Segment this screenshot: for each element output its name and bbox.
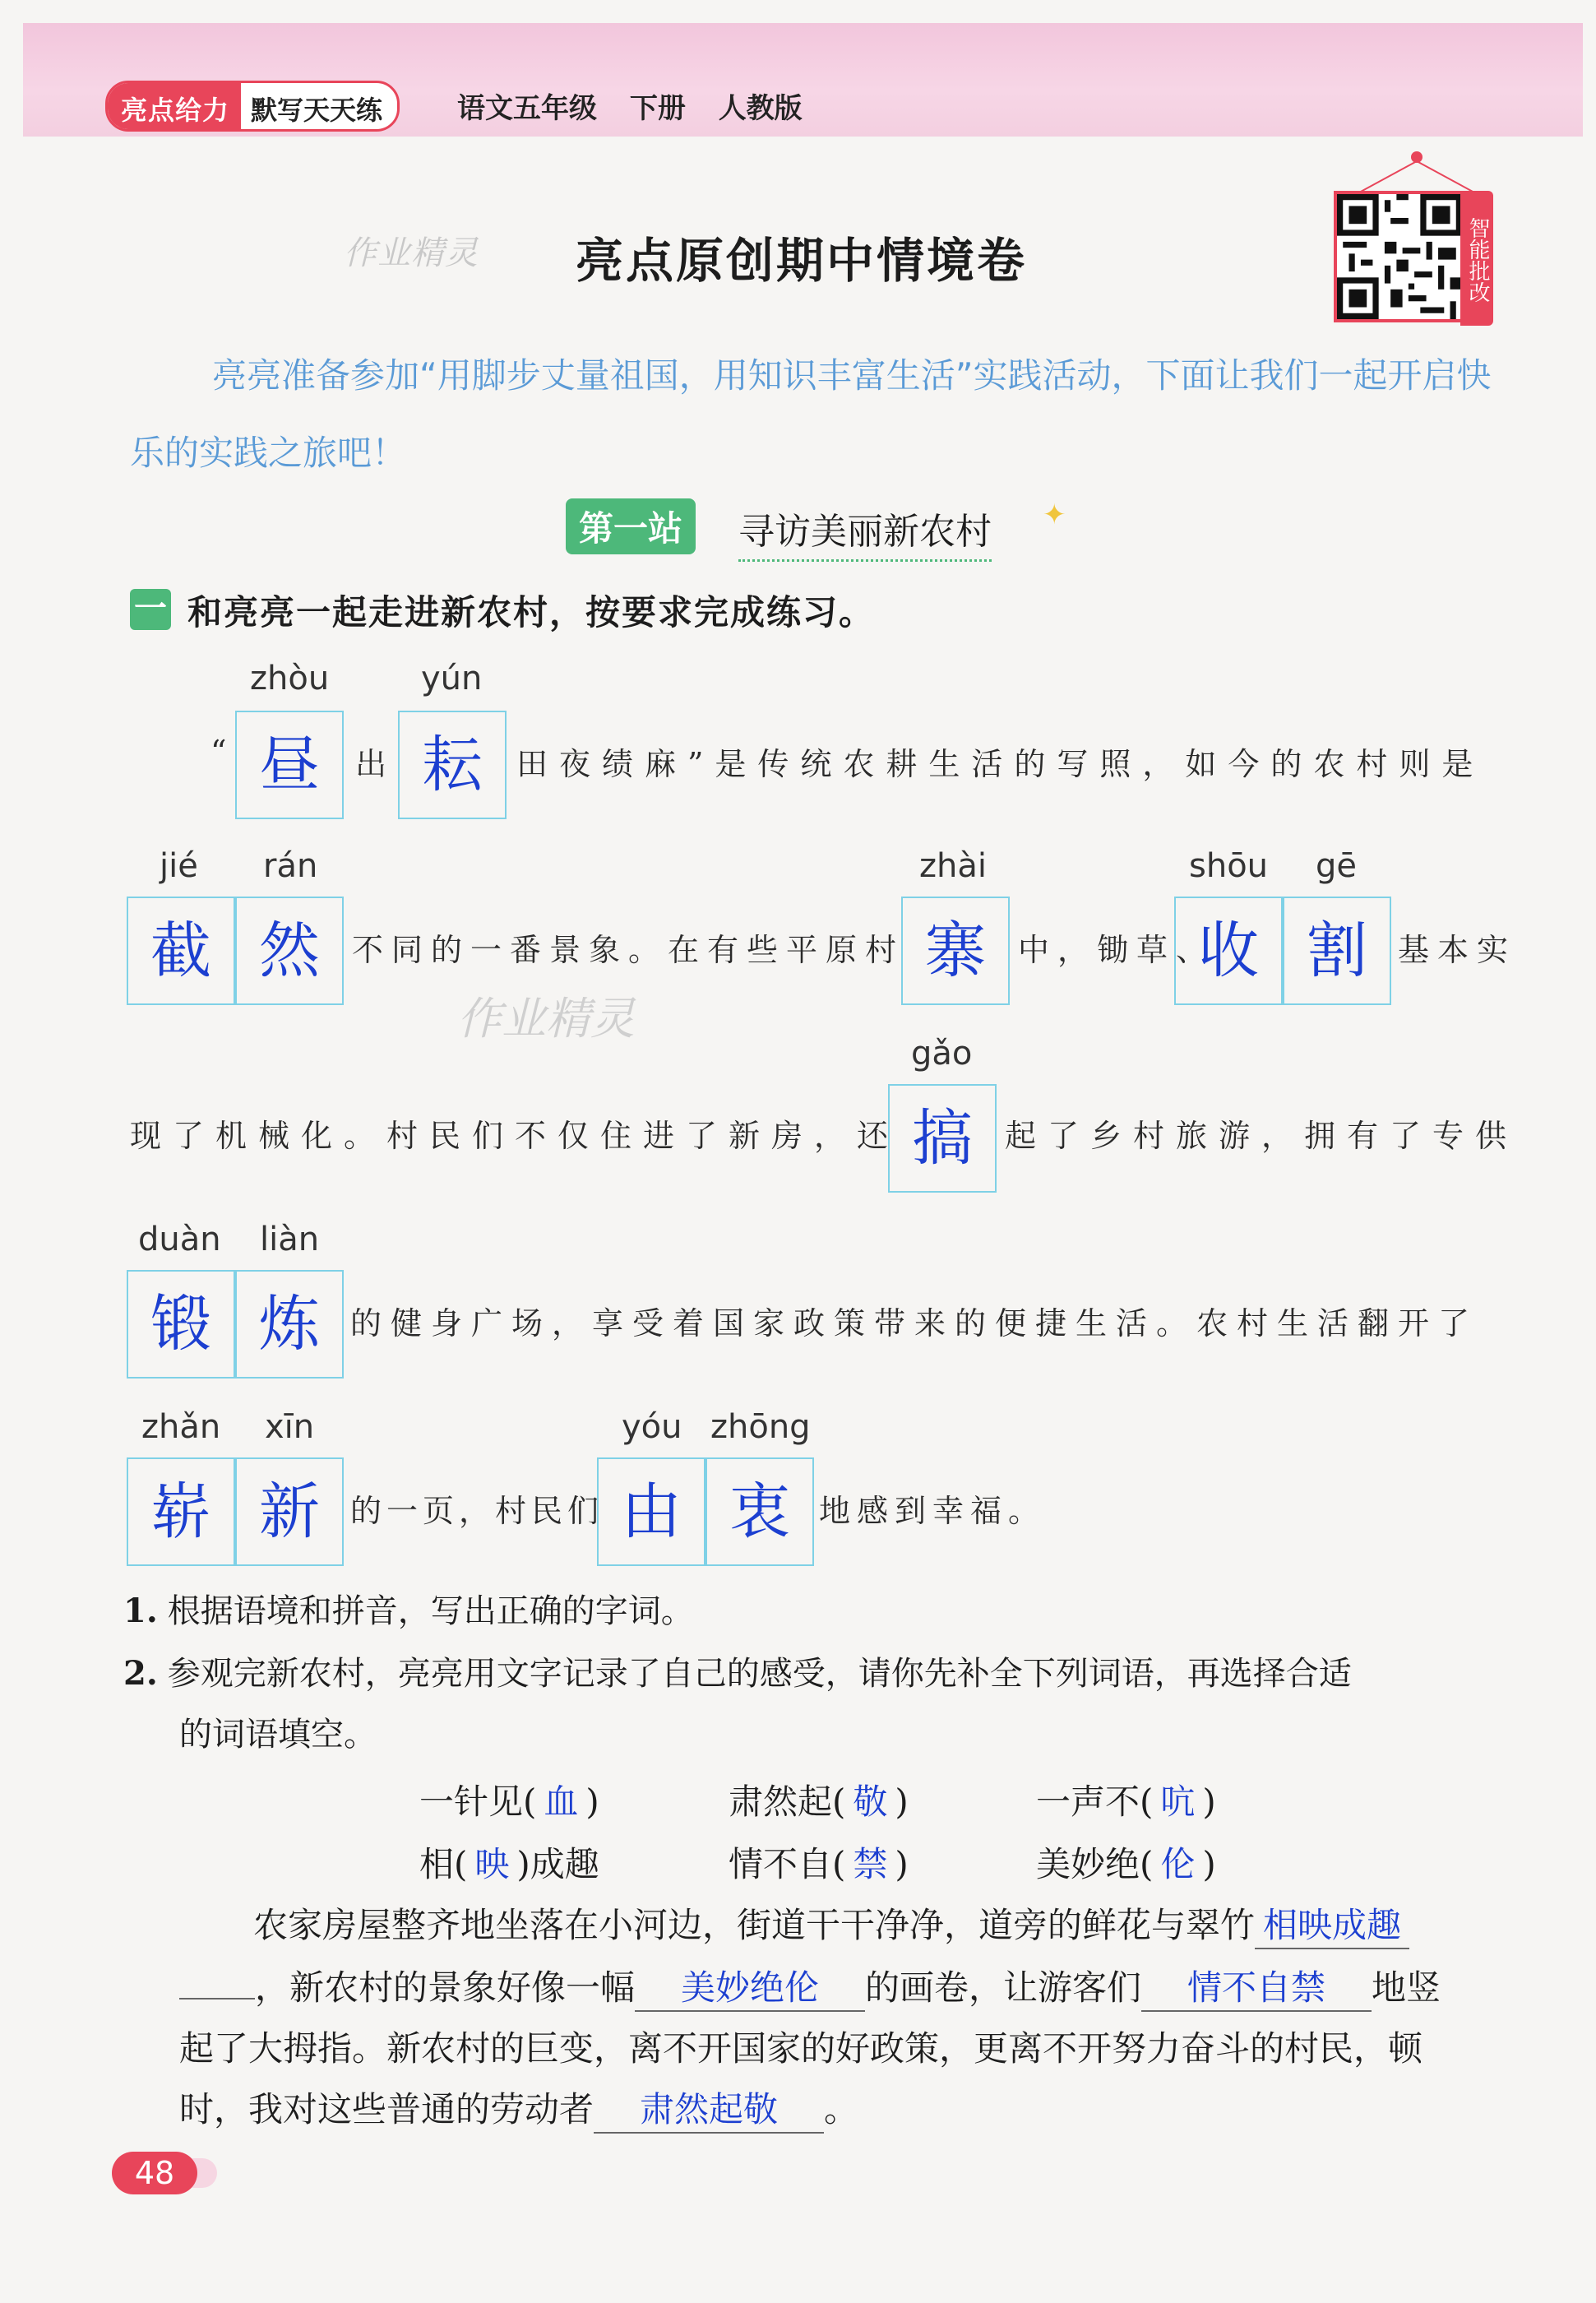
answer-box[interactable]: 昼 xyxy=(235,711,344,819)
pinyin: zhài xyxy=(919,847,987,885)
pinyin: gē xyxy=(1316,847,1357,885)
idiom-item xyxy=(729,1837,909,1887)
passage-text: 现了机械化。村民们不仅住进了新房，还 xyxy=(130,1118,900,1154)
answer-box[interactable]: 崭 xyxy=(127,1457,235,1566)
passage-text: 基本实 xyxy=(1398,932,1517,968)
qr-code-icon[interactable] xyxy=(1334,191,1465,322)
answer-box[interactable]: 耘 xyxy=(398,711,507,819)
idiom-suffix: ) xyxy=(1202,1782,1216,1822)
idiom-item xyxy=(419,1775,599,1824)
idiom-item xyxy=(1036,1837,1216,1887)
idiom-prefix: 美妙绝( xyxy=(1036,1844,1154,1884)
fill-blank[interactable]: 美妙绝伦 xyxy=(635,1961,865,2012)
fill-text: ，新农村的景象好像一幅 xyxy=(255,1967,636,2008)
fill-blank[interactable]: 情不自禁 xyxy=(1141,1961,1372,2012)
passage-text: 不同的一番景象。在有些平原村 xyxy=(352,932,905,968)
box-watermark: 作业精灵 xyxy=(457,993,635,1045)
fill-line-1 xyxy=(253,1898,1409,1949)
idiom-answer[interactable]: 映 xyxy=(474,1844,510,1884)
fill-text: 农家房屋整齐地坐落在小河边，街道干干净净，道旁的鲜花与翠竹 xyxy=(253,1905,1256,1945)
idiom-item xyxy=(419,1837,599,1887)
question-number: 1. xyxy=(123,1592,158,1630)
passage-text: 的健身广场，享受着国家政策带来的便捷生活。农村生活翻开了 xyxy=(350,1305,1479,1341)
page-number: 48 xyxy=(112,2152,197,2194)
pinyin: yóu xyxy=(622,1408,682,1446)
fill-text: 地竖 xyxy=(1372,1967,1441,2008)
passage-text: 地感到幸福。 xyxy=(819,1493,1047,1529)
fill-line-3: 起了大拇指。新农村的巨变，离不开国家的好政策，更离不开努力奋斗的村民，顿 xyxy=(179,2028,1423,2069)
answer-box[interactable]: 割 xyxy=(1283,897,1391,1005)
pinyin: yún xyxy=(421,660,483,697)
pinyin: gǎo xyxy=(911,1035,973,1073)
station-badge: 第一站 xyxy=(566,498,696,554)
question-text: 参观完新农村，亮亮用文字记录了自己的感受，请你先补全下列词语，再选择合适 xyxy=(167,1655,1352,1693)
idiom-item xyxy=(1036,1775,1216,1824)
idiom-suffix: )成趣 xyxy=(516,1844,599,1884)
idiom-answer[interactable]: 血 xyxy=(544,1782,579,1822)
question-2 xyxy=(123,1643,1513,1765)
brand-red-label: 亮点给力 xyxy=(108,83,241,129)
pinyin: jié xyxy=(160,847,198,885)
idiom-prefix: 相( xyxy=(419,1844,468,1884)
volume-label: 下册 xyxy=(629,92,686,125)
intro-text: 亮亮准备参加“用脚步丈量祖国，用知识丰富生活”实践活动，下面让我们一起开启快乐的实践之旅吧！ xyxy=(130,355,1492,473)
pinyin: zhōng xyxy=(710,1408,811,1446)
idiom-prefix: 一针见( xyxy=(419,1782,537,1822)
answer-box[interactable]: 寨 xyxy=(901,897,1010,1005)
subject-label: 语文五年级 xyxy=(457,92,597,125)
idiom-answer[interactable]: 吭 xyxy=(1160,1782,1196,1822)
idiom-prefix: 肃然起( xyxy=(729,1782,846,1822)
question-text: 的词语填空。 xyxy=(179,1716,377,1754)
pinyin: rán xyxy=(263,847,318,885)
station-title: 寻访美丽新农村 xyxy=(738,502,992,562)
idiom-prefix: 一声不( xyxy=(1036,1782,1154,1822)
idiom-prefix: 情不自( xyxy=(729,1844,846,1884)
question-number: 2. xyxy=(123,1654,158,1693)
fill-text: 时，我对这些普通的劳动者 xyxy=(179,2089,594,2129)
answer-box[interactable]: 衷 xyxy=(705,1457,814,1566)
passage-text: 中，锄草、 xyxy=(1018,932,1216,968)
publisher-label: 人教版 xyxy=(718,92,803,125)
pinyin: xīn xyxy=(265,1408,315,1446)
brand-white-label: 默写天天练 xyxy=(251,95,383,126)
section-heading: 和亮亮一起走进新农村，按要求完成练习。 xyxy=(187,592,876,633)
answer-box[interactable]: 新 xyxy=(235,1457,344,1566)
qr-label: 智能批改 xyxy=(1460,191,1493,326)
page-title: 亮点原创期中情境卷 xyxy=(576,233,1028,289)
pinyin: zhòu xyxy=(250,660,330,697)
fill-blank[interactable]: 肃然起敬 xyxy=(594,2083,824,2134)
answer-box[interactable]: 截 xyxy=(127,897,235,1005)
pinyin: shōu xyxy=(1189,847,1269,885)
idiom-suffix: ) xyxy=(895,1844,909,1884)
fill-text: 。 xyxy=(824,2089,859,2129)
title-watermark: 作业精灵 xyxy=(344,234,479,272)
answer-box[interactable]: 收 xyxy=(1174,897,1283,1005)
idiom-suffix: ) xyxy=(585,1782,599,1822)
answer-box[interactable]: 然 xyxy=(235,897,344,1005)
passage-text: 田夜绩麻”是传统农耕生活的写照，如今的农村则是 xyxy=(516,746,1485,782)
pinyin: zhǎn xyxy=(141,1408,221,1446)
brand-pill xyxy=(105,81,400,132)
question-text: 根据语境和拼音，写出正确的字词。 xyxy=(167,1592,694,1630)
fill-blank-tail xyxy=(179,1998,255,1999)
quote-mark: “ xyxy=(210,734,235,770)
answer-box[interactable]: 搞 xyxy=(888,1084,997,1193)
book-info xyxy=(457,86,803,126)
answer-box[interactable]: 锻 xyxy=(127,1270,235,1379)
sparkle-icon: ✦ xyxy=(1043,498,1066,531)
fill-line-4 xyxy=(179,2083,858,2134)
qr-hanger-string xyxy=(1355,161,1478,194)
answer-box[interactable]: 由 xyxy=(597,1457,705,1566)
fill-line-2 xyxy=(179,1961,1441,2012)
idiom-answer[interactable]: 敬 xyxy=(853,1782,888,1822)
idiom-item xyxy=(729,1775,909,1824)
passage-text: 出 xyxy=(355,746,396,782)
idiom-suffix: ) xyxy=(1202,1844,1216,1884)
fill-text: 的画卷，让游客们 xyxy=(865,1967,1142,2008)
passage-text: 起了乡村旅游，拥有了专供 xyxy=(1005,1118,1519,1154)
question-1 xyxy=(123,1581,694,1642)
passage-text: 的一页，村民们 xyxy=(350,1493,604,1529)
idiom-answer[interactable]: 禁 xyxy=(853,1844,888,1884)
pinyin: duàn xyxy=(138,1221,221,1258)
fill-blank[interactable]: 相映成趣 xyxy=(1255,1898,1409,1949)
pinyin: liàn xyxy=(260,1221,320,1258)
answer-box[interactable]: 炼 xyxy=(235,1270,344,1379)
idiom-suffix: ) xyxy=(895,1782,909,1822)
section-number: 一 xyxy=(130,589,171,630)
idiom-answer[interactable]: 伦 xyxy=(1160,1844,1196,1884)
